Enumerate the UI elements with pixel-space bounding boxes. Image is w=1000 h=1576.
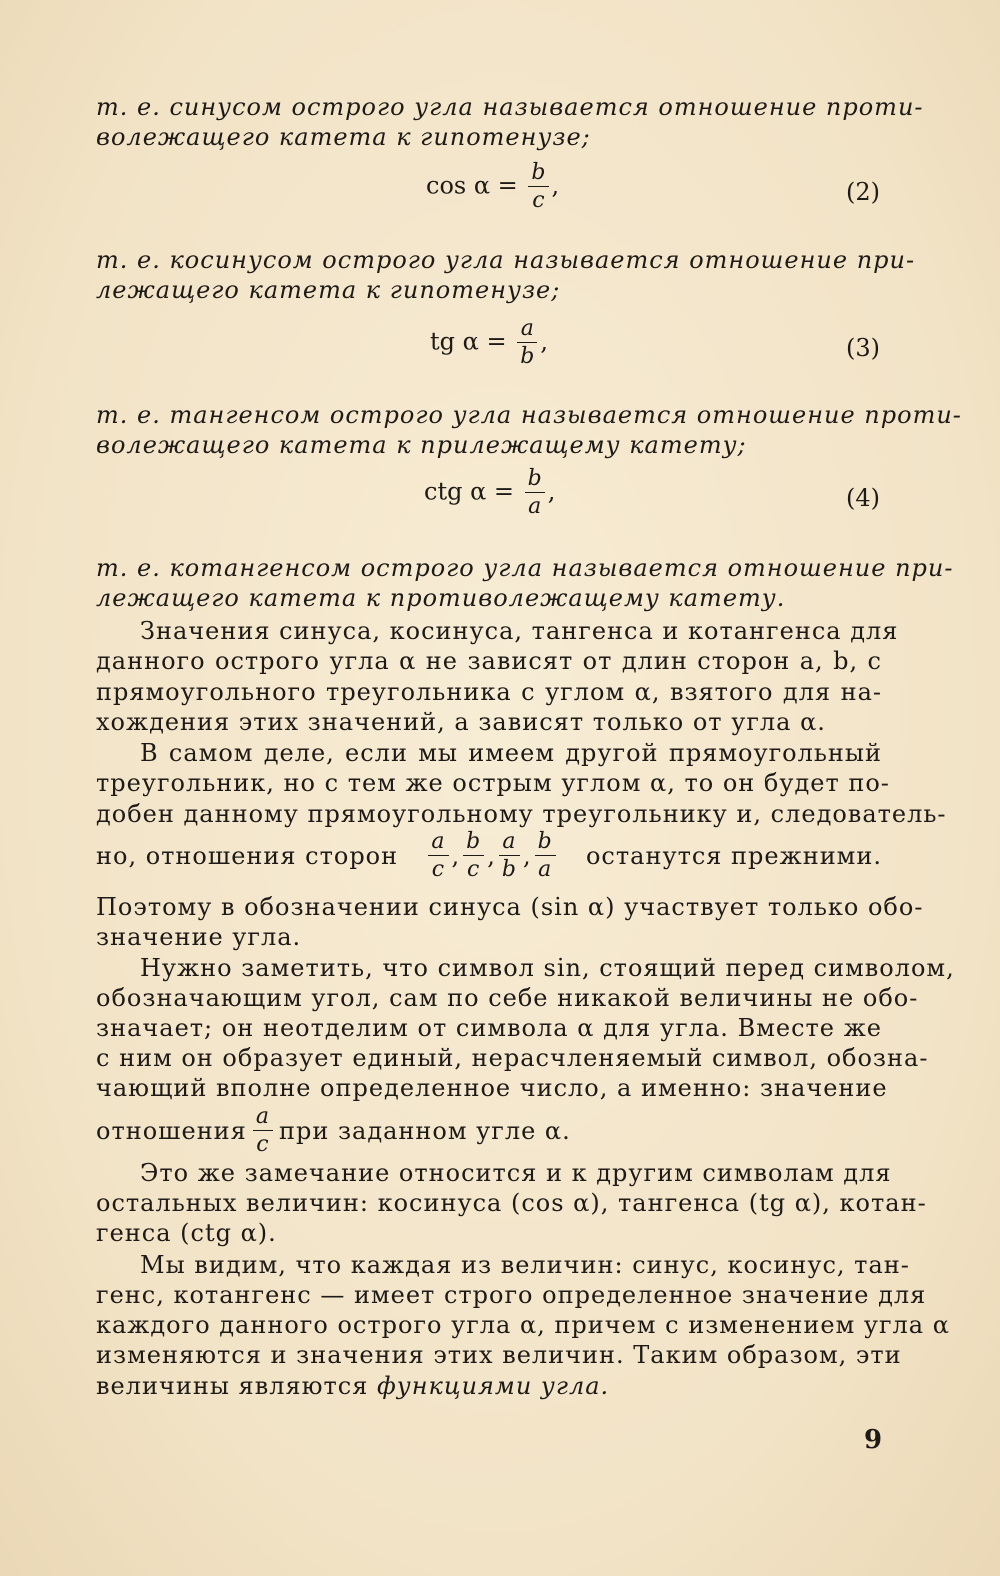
text-fragment: при заданном угле α.: [278, 1117, 571, 1145]
text-line: каждого данного острого угла α, причем с изменением угла α: [96, 1311, 950, 1339]
text-line: т. е. синусом острого угла называется отношение проти-: [96, 93, 924, 121]
fraction-bar: [528, 186, 548, 187]
fraction: [525, 468, 545, 518]
page-number: 9: [864, 1425, 883, 1455]
text-fragment: но, отношения сторон: [96, 842, 399, 870]
denominator: b: [520, 344, 535, 369]
text-line: т. е. тангенсом острого угла называется отношение проти-: [96, 401, 962, 429]
text-line: с ним он образует единый, нерасчленяемый символ, обозна-: [96, 1044, 929, 1072]
text-line: генса (ctg α).: [96, 1219, 277, 1247]
separator: ,: [487, 842, 496, 870]
text-fragment: величины являются: [96, 1372, 369, 1400]
separator: ,: [451, 842, 461, 870]
denominator: c: [256, 1132, 270, 1157]
ratios-line: [96, 826, 882, 886]
text-line: добен данному прямоугольному треугольнику и, следователь-: [96, 800, 947, 828]
emphasis: функциями угла.: [376, 1372, 610, 1400]
denominator: c: [532, 188, 545, 213]
separator: ,: [522, 842, 532, 870]
formula-lhs: tg α =: [430, 327, 507, 356]
fraction: [535, 831, 556, 881]
formula-comma: ,: [551, 171, 560, 200]
text-line: Поэтому в обозначении синуса (sin α) участвует только обо-: [96, 893, 924, 921]
numerator: b: [466, 829, 482, 854]
ratios-group: [425, 831, 558, 881]
equation-number: (3): [846, 334, 880, 362]
denominator: b: [501, 857, 517, 882]
text-line: чающий вполне определенное число, а именно: значение: [96, 1074, 888, 1102]
text-fragment: останутся прежними.: [585, 842, 882, 870]
fraction: [253, 1106, 273, 1156]
fraction-bar: [525, 492, 545, 493]
fraction: [463, 831, 484, 881]
numerator: a: [255, 1104, 270, 1129]
inline-ratio-line: [96, 1102, 882, 1160]
formula-tg: [430, 318, 548, 368]
fraction: [428, 831, 448, 881]
text-line: хождения этих значений, а зависят только от угла α.: [96, 708, 826, 736]
text-line: Мы видим, что каждая из величин: синус, косинус, тан-: [140, 1251, 910, 1279]
fraction: [528, 162, 548, 212]
fraction-bar: [463, 855, 484, 856]
numerator: a: [431, 829, 446, 854]
text-line: значает; он неотделим от символа α для угла. Вместе же: [96, 1014, 882, 1042]
text-line: Нужно заметить, что символ sin, стоящий перед символом,: [140, 954, 955, 982]
denominator: c: [467, 857, 481, 882]
text-line: волежащего катета к прилежащему катету;: [96, 431, 747, 459]
text-line: В самом деле, если мы имеем другой прямоугольный: [140, 739, 882, 767]
text-line: [96, 1371, 882, 1401]
text-line: треугольник, но с тем же острым углом α, то он будет по-: [96, 769, 890, 797]
formula-comma: ,: [540, 327, 548, 356]
formula-ctg: [424, 468, 555, 518]
equation-number: (2): [846, 178, 880, 206]
text-line: Это же замечание относится и к другим символам для: [140, 1159, 892, 1187]
text-fragment: отношения: [96, 1117, 247, 1145]
text-line: лежащего катета к гипотенузе;: [96, 276, 561, 304]
denominator: a: [528, 494, 542, 519]
text-line: обозначающим угол, сам по себе никакой величины не обо-: [96, 984, 919, 1012]
formula-lhs: cos α =: [426, 171, 518, 200]
fraction: [517, 318, 537, 368]
text-line: остальных величин: косинуса (cos α), тангенса (tg α), котан-: [96, 1189, 927, 1217]
text-line: прямоугольного треугольника с углом α, взятого для на-: [96, 678, 882, 706]
denominator: c: [431, 857, 446, 882]
text-line: изменяются и значения этих величин. Таким образом, эти: [96, 1341, 902, 1369]
text-line: т. е. косинусом острого угла называется отношение при-: [96, 246, 916, 274]
denominator: a: [538, 857, 553, 882]
text-line: т. е. котангенсом острого угла называется отношение при-: [96, 554, 954, 582]
fraction-bar: [253, 1130, 273, 1131]
numerator: b: [527, 466, 542, 491]
text-line: волежащего катета к гипотенузе;: [96, 123, 591, 151]
fraction: [499, 831, 520, 881]
numerator: b: [537, 829, 553, 854]
formula-comma: ,: [547, 477, 556, 506]
formula-lhs: ctg α =: [424, 477, 515, 506]
numerator: b: [531, 160, 546, 185]
text-line: значение угла.: [96, 923, 302, 951]
fraction-bar: [517, 342, 537, 343]
fraction-bar: [499, 855, 520, 856]
numerator: a: [520, 316, 534, 341]
text-line: Значения синуса, косинуса, тангенса и котангенса для: [140, 617, 899, 645]
text-line: лежащего катета к противолежащему катету.: [96, 584, 786, 612]
numerator: a: [502, 829, 517, 854]
text-line: данного острого угла α не зависят от длин сторон a, b, c: [96, 647, 882, 675]
equation-number: (4): [846, 484, 880, 512]
fraction-bar: [535, 855, 556, 856]
formula-cos: [426, 162, 559, 212]
fraction-bar: [428, 855, 448, 856]
text-line: генс, котангенс — имеет строго определенное значение для: [96, 1281, 927, 1309]
